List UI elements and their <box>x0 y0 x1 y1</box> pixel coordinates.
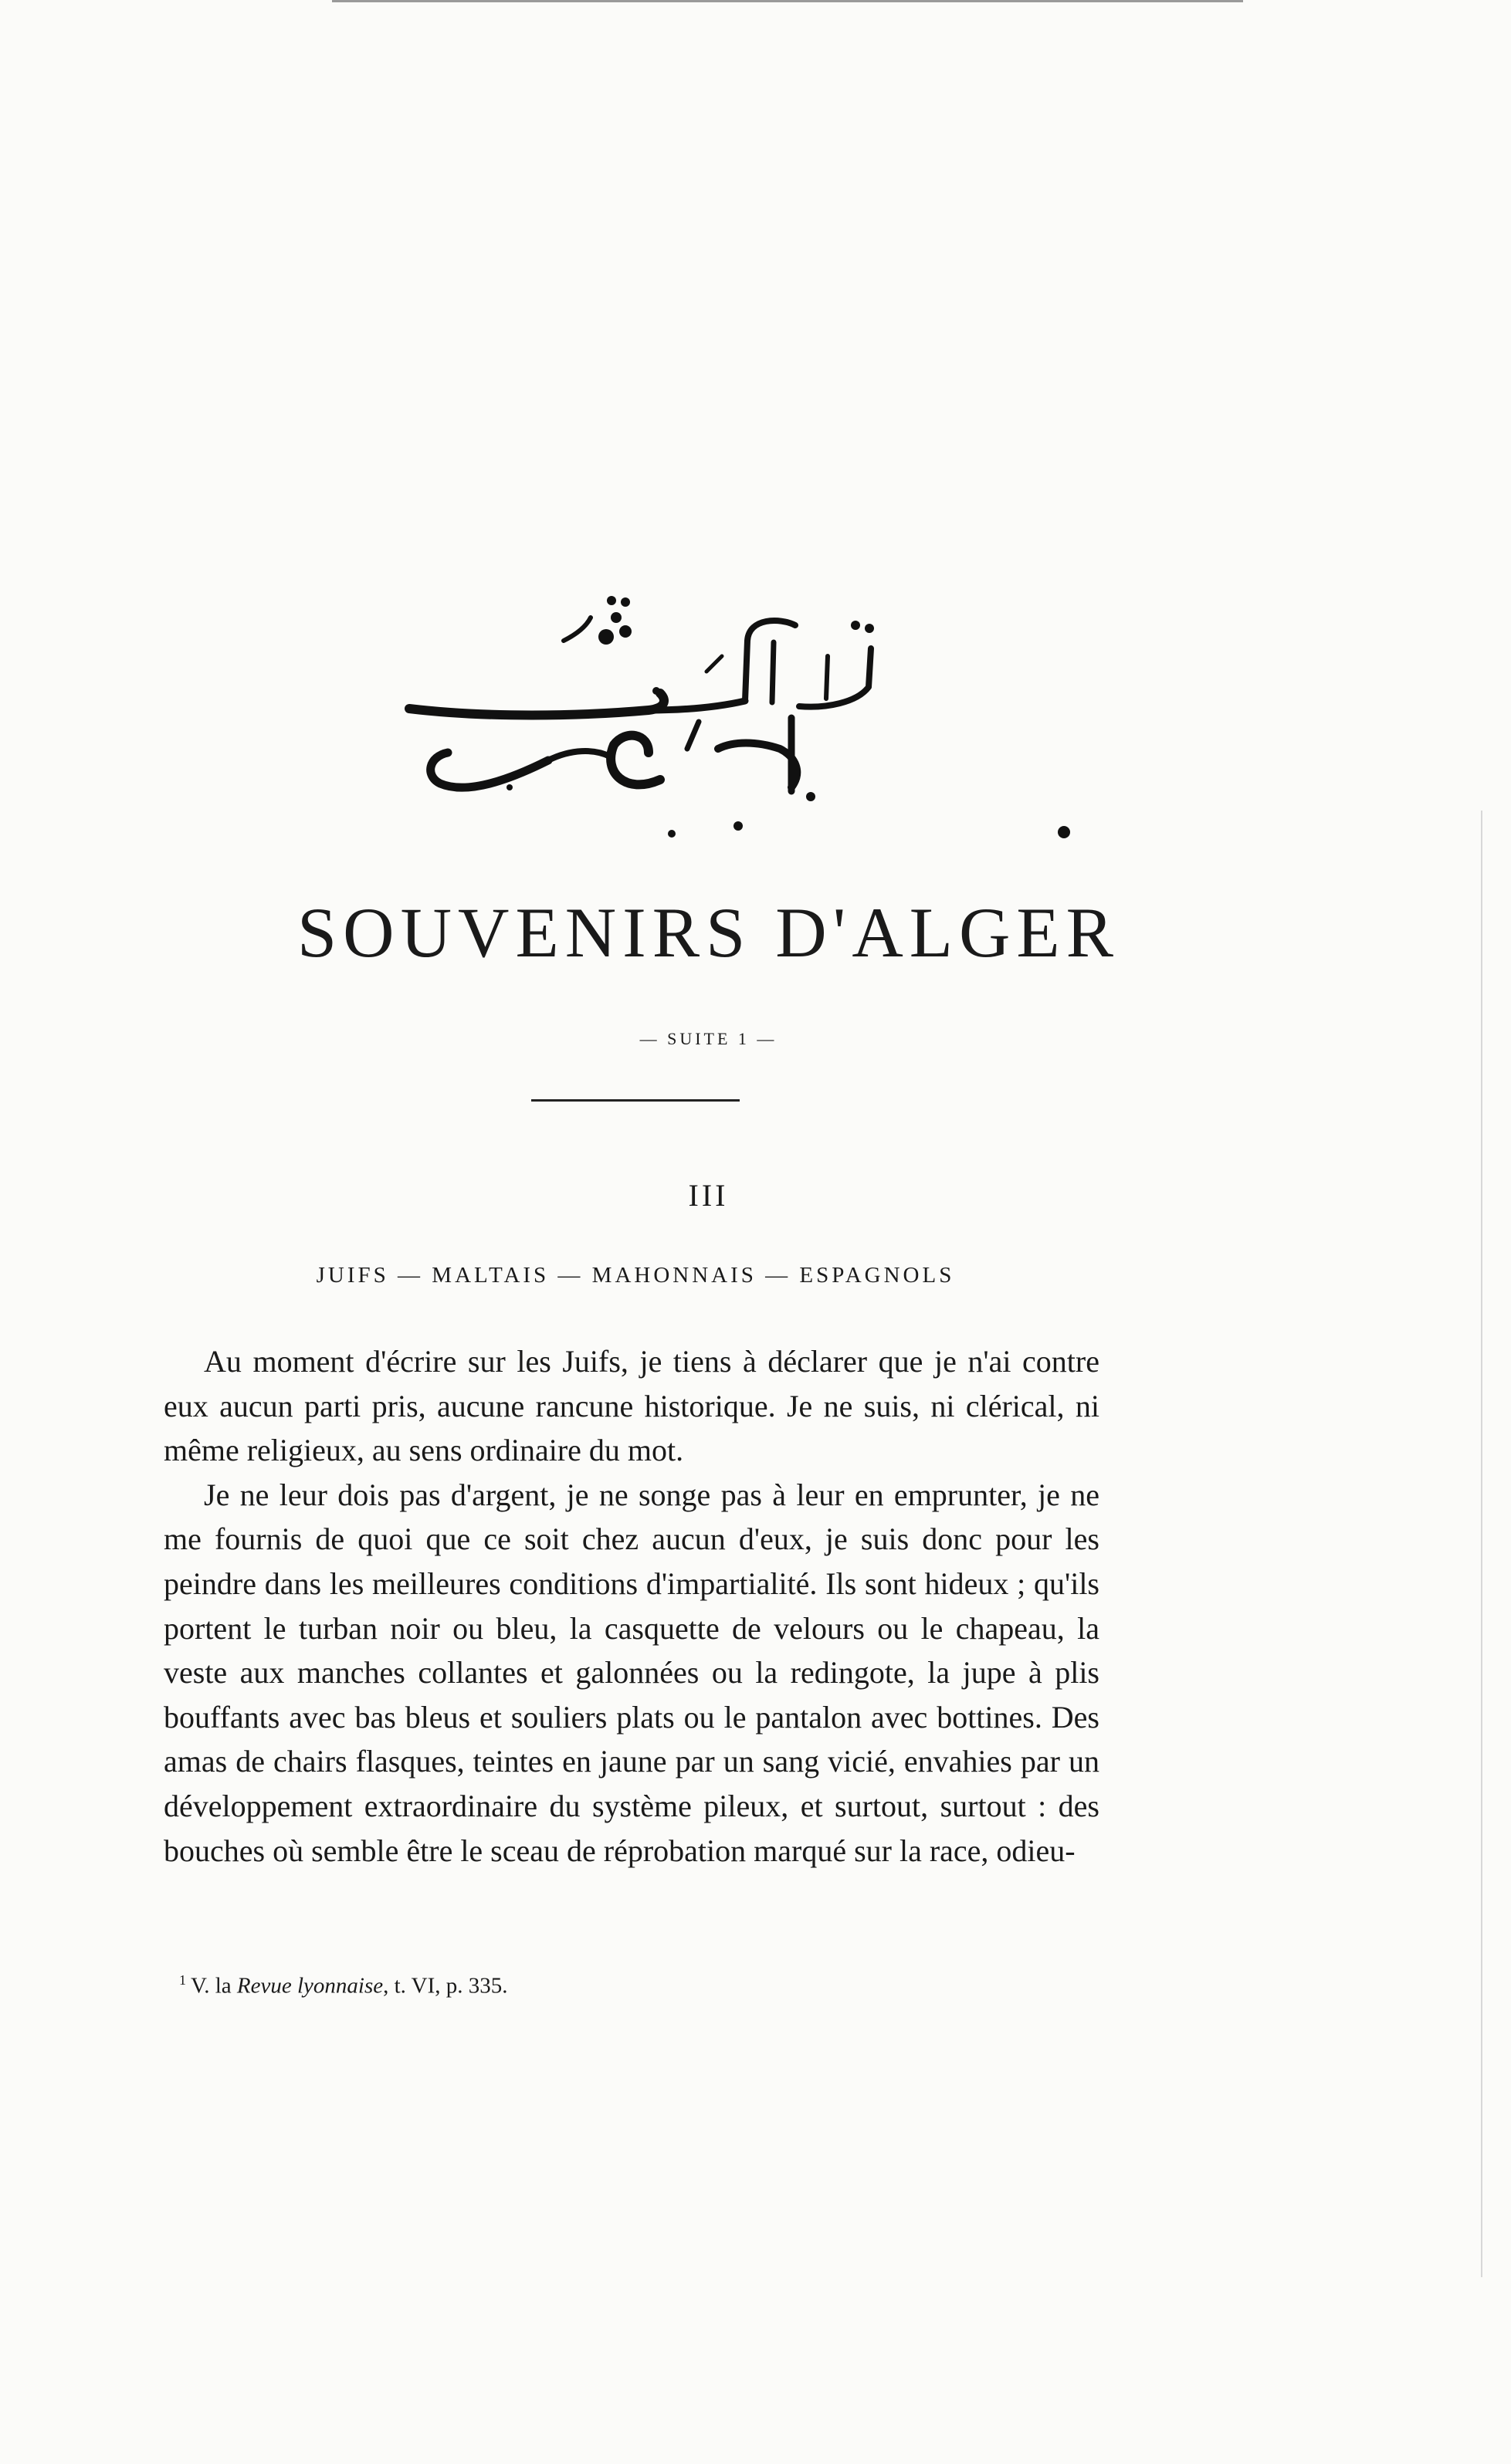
footnote-journal: Revue lyonnaise <box>236 1973 384 1999</box>
footnote-mark: 1 <box>179 1972 186 1988</box>
section-divider <box>531 1099 740 1102</box>
chapter-number: III <box>688 1178 729 1213</box>
page-top-edge <box>332 0 1243 2</box>
footnote-prefix: V. la <box>191 1973 237 1999</box>
footnote <box>179 1972 1106 1999</box>
chapter-subtitle: JUIFS — MALTAIS — MAHONNAIS — ESPAGNOLS <box>316 1263 955 1288</box>
paragraph: Au moment d'écrire sur les Juifs, je tiens à déclarer que je n'ai contre eux aucun parti pris, aucune rancune historique. Je ne suis, ni clérical, ni même religieux, au sens ordinaire du mot. <box>164 1344 1099 1468</box>
page-title: SOUVENIRS D'ALGER <box>297 893 1120 972</box>
body-text <box>164 1339 1099 1873</box>
arabic-calligraphy-icon <box>394 594 888 841</box>
page-side-edge <box>1481 811 1482 2277</box>
suite-note: — SUITE 1 — <box>639 1029 778 1048</box>
ink-dot <box>1058 826 1070 838</box>
footnote-suffix: , t. VI, p. 335. <box>383 1973 508 1999</box>
paragraph: Je ne leur dois pas d'argent, je ne songe pas à leur en emprunter, je ne me fournis de quoi que ce soit chez aucun d'eux, je suis donc pour les peindre dans les meilleures conditions d'impartialité. Ils sont hideux ; qu'ils portent le turban noir ou bleu, la casquette de velours ou le chapeau, la veste aux manches collantes et galonnées ou la redingote, la jupe à plis bouffants avec bas bleus et souliers plats ou le pantalon avec bottines. Des amas de chairs flasques, teintes en jaune par un sang vicié, envahies par un développement extraordinaire du système pileux, et surtout, surtout : des bouches où semble être le sceau de réprobation marqué sur la race, odieu- <box>164 1477 1099 1868</box>
